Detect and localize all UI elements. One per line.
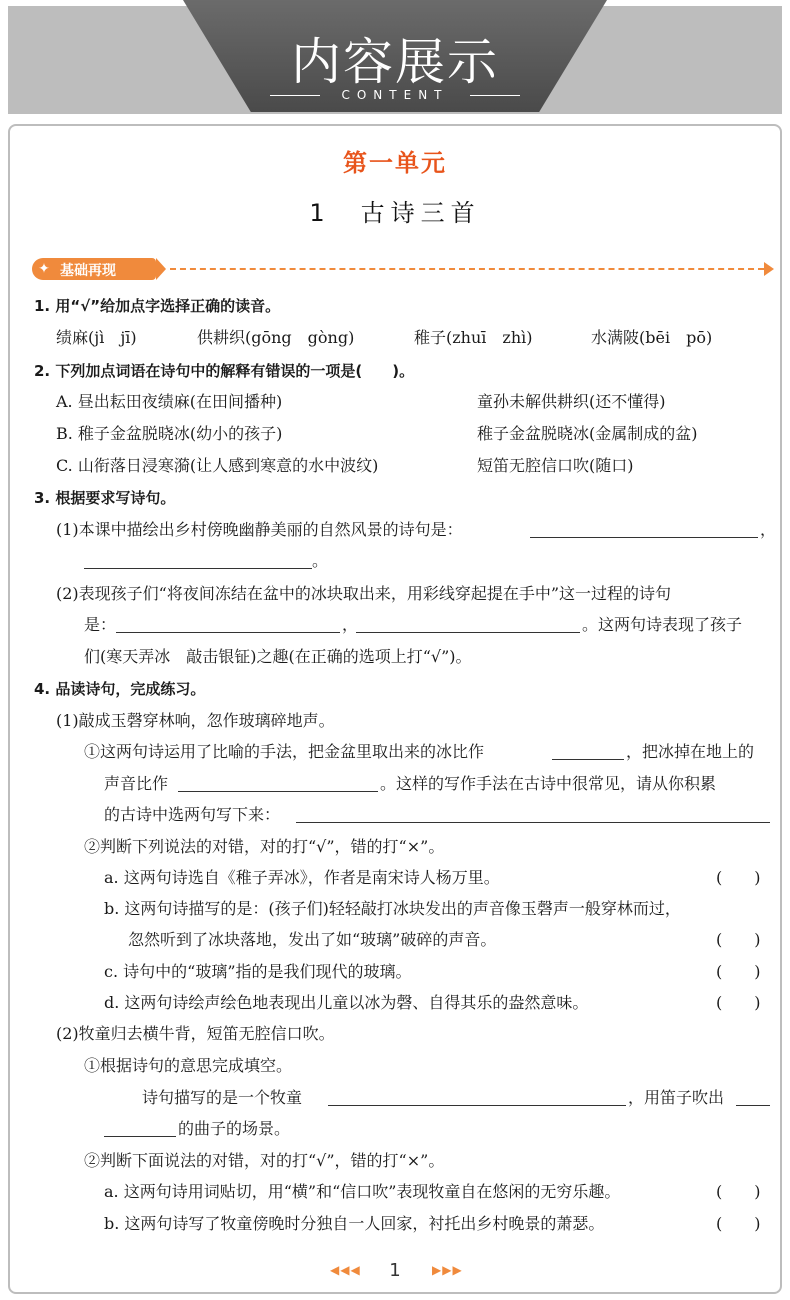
q3-part1-period: 。 [312,551,329,570]
q1-item-1: 绩麻(jì jī) [56,328,137,347]
section-dashed-rule [170,268,764,270]
q4-sub1-a-blank-1[interactable] [552,743,624,760]
q4-sub1-b-a-paren[interactable]: ( ) [716,868,761,887]
q4-sub1-a-line1-end: ，把冰掉在地上的 [626,742,755,761]
q4-stem: 4. 品读诗句，完成练习。 [34,680,206,698]
lesson-title: 1 古诗三首 [309,199,481,227]
q4-sub1-a-line2-suffix: 。这样的写作手法在古诗中很常见，请从你积累 [380,774,717,793]
banner-title: 内容展示 [291,33,499,91]
q2-option-a-right: 童孙未解供耕织(还不懂得) [477,392,666,411]
q3-part1-comma: ， [760,520,777,539]
q4-sub1-b-d: d. 这两句诗绘声绘色地表现出儿童以冰为磬、自得其乐的盎然意味。 [104,993,589,1012]
q2-option-a-left: A. 昼出耘田夜绩麻(在田间播种) [56,392,283,411]
q3-part2-line3: 们(寒天弄冰 敲击银钲)之趣(在正确的选项上打“√”)。 [84,647,472,666]
q4-sub2-b-b-paren[interactable]: ( ) [716,1214,761,1233]
q4-sub1-b-d-paren[interactable]: ( ) [716,993,761,1012]
q4-sub1-b-c: c. 诗句中的“玻璃”指的是我们现代的玻璃。 [104,962,412,981]
q3-part1: (1)本课中描绘出乡村傍晚幽静美丽的自然风景的诗句是： [56,520,463,539]
banner-subtitle: CONTENT [341,88,449,102]
q4-sub2-a-blank-1[interactable] [328,1089,626,1106]
q4-sub2-a-line2-suffix: 的曲子的场景。 [178,1119,291,1138]
section-header [32,258,774,282]
q4-sub1-a-blank-2[interactable] [178,775,378,792]
page-next-arrows-icon: ▶▶▶ [432,1263,463,1277]
q3-part1-blank-2[interactable] [84,552,312,569]
q4-sub1-b-b-paren[interactable]: ( ) [716,930,761,949]
q3-part2-line1: (2)表现孩子们“将夜间冻结在盆中的冰块取出来，用彩线穿起提在手中”这一过程的诗句 [56,584,672,603]
q1-stem: 1. 用“√”给加点字选择正确的读音。 [34,297,281,315]
q4-sub2-a-line1-suffix: ，用笛子吹出 [628,1088,725,1107]
q4-sub1-a-line2-prefix: 声音比作 [104,774,169,793]
arrow-right-icon [764,262,774,276]
q2-option-b-left: B. 稚子金盆脱晓冰(幼小的孩子) [56,424,283,443]
q4-sub1-b-a: a. 这两句诗选自《稚子弄冰》，作者是南宋诗人杨万里。 [104,868,500,887]
runner-icon: ✦ [38,261,50,277]
q1-item-3: 稚子(zhuī zhì) [414,328,533,347]
q4-sub2-b-a: a. 这两句诗用词贴切，用“横”和“信口吹”表现牧童自在悠闲的无穷乐趣。 [104,1182,621,1201]
q4-sub1-a-line3: 的古诗中选两句写下来： [104,805,281,824]
unit-title: 第一单元 [343,149,447,177]
q3-part2-prefix: 是： [84,615,117,634]
q4-sub2-a-line1-prefix: 诗句描写的是一个牧童 [142,1088,303,1107]
q2-option-c-right: 短笛无腔信口吹(随口) [477,456,634,475]
q3-part2-suffix: 。这两句诗表现了孩子 [582,615,743,634]
q3-stem: 3. 根据要求写诗句。 [34,489,176,507]
q4-sub1-b-c-paren[interactable]: ( ) [716,962,761,981]
page-footer [0,1260,790,1284]
q1-item-4: 水满陂(bēi pō) [591,328,713,347]
section-label: 基础再现 [60,263,116,279]
q4-sub1-a-line1: ①这两句诗运用了比喻的手法，把金盆里取出来的冰比作 [84,742,485,761]
q4-sub2-b-stem: ②判断下面说法的对错，对的打“√”，错的打“×”。 [84,1151,445,1170]
banner-rule-right [470,95,520,96]
q3-part2-blank-1[interactable] [116,616,340,633]
q4-sub1-b-b-line2: 忽然听到了冰块落地，发出了如“玻璃”破碎的声音。 [128,930,497,949]
q3-part1-blank-1[interactable] [530,521,758,538]
q1-item-2: 供耕织(gōng gòng) [197,328,355,347]
q3-part2-blank-2[interactable] [356,616,580,633]
q4-sub2-poem: (2)牧童归去横牛背，短笛无腔信口吹。 [56,1024,335,1043]
q4-sub1-poem: (1)敲成玉磬穿林响，忽作玻璃碎地声。 [56,711,335,730]
q2-option-c-left: C. 山衔落日浸寒漪(让人感到寒意的水中波纹) [56,456,379,475]
q4-sub2-b-a-paren[interactable]: ( ) [716,1182,761,1201]
q2-option-b-right: 稚子金盆脱晓冰(金属制成的盆) [477,424,698,443]
q4-sub1-b-b-line1: b. 这两句诗描写的是：(孩子们)轻轻敲打冰块发出的声音像玉磬声一般穿林而过， [104,899,681,918]
q4-sub1-a-blank-3[interactable] [296,806,770,823]
header-banner [0,0,790,118]
q3-part2-comma: ， [342,615,359,634]
q4-sub2-a-blank-2[interactable] [736,1089,770,1106]
q4-sub2-a-stem: ①根据诗句的意思完成填空。 [84,1056,293,1075]
q2-stem: 2. 下列加点词语在诗句中的解释有错误的一项是( )。 [34,362,415,380]
page-number: 1 [389,1260,401,1281]
q4-sub2-a-blank-3[interactable] [104,1120,176,1137]
q4-sub2-b-b: b. 这两句诗写了牧童傍晚时分独自一人回家，衬托出乡村晚景的萧瑟。 [104,1214,605,1233]
q4-sub1-b-stem: ②判断下列说法的对错，对的打“√”，错的打“×”。 [84,837,445,856]
page-prev-arrows-icon: ◀◀◀ [330,1263,361,1277]
